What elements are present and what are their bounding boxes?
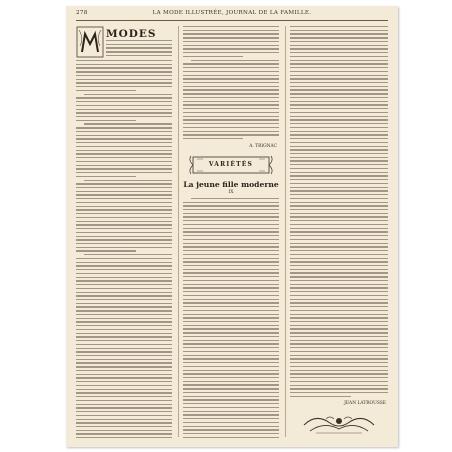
column-middle [183, 26, 279, 439]
magazine-page [66, 6, 398, 447]
article-number: IX [228, 189, 234, 195]
modes-intro-text [106, 40, 172, 59]
ornamental-initial-icon [76, 26, 104, 58]
article-title: La jeune fille moderne [183, 179, 279, 189]
column-right [290, 26, 388, 439]
modes-continued-text [183, 26, 279, 142]
article-body-text [183, 198, 279, 439]
column-divider [178, 26, 179, 437]
article-continued-text [290, 26, 388, 399]
varietes-banner [187, 154, 275, 176]
modes-body-text [76, 60, 172, 439]
closing-ornament [290, 411, 388, 437]
floral-ornament-icon [296, 411, 382, 437]
column-divider [285, 26, 286, 437]
page-number: 278 [76, 10, 88, 16]
modes-title: MODES [106, 28, 157, 40]
article-signature: JEAN LATROUSSE [344, 401, 386, 407]
varietes-label: VARIÉTÉS [208, 160, 254, 168]
modes-heading [76, 26, 172, 60]
column-modes [76, 26, 172, 439]
running-head [76, 10, 388, 21]
modes-signature: A. TRIGNAC [249, 143, 277, 149]
journal-title: LA MODE ILLUSTRÉE, JOURNAL DE LA FAMILLE. [152, 10, 312, 16]
